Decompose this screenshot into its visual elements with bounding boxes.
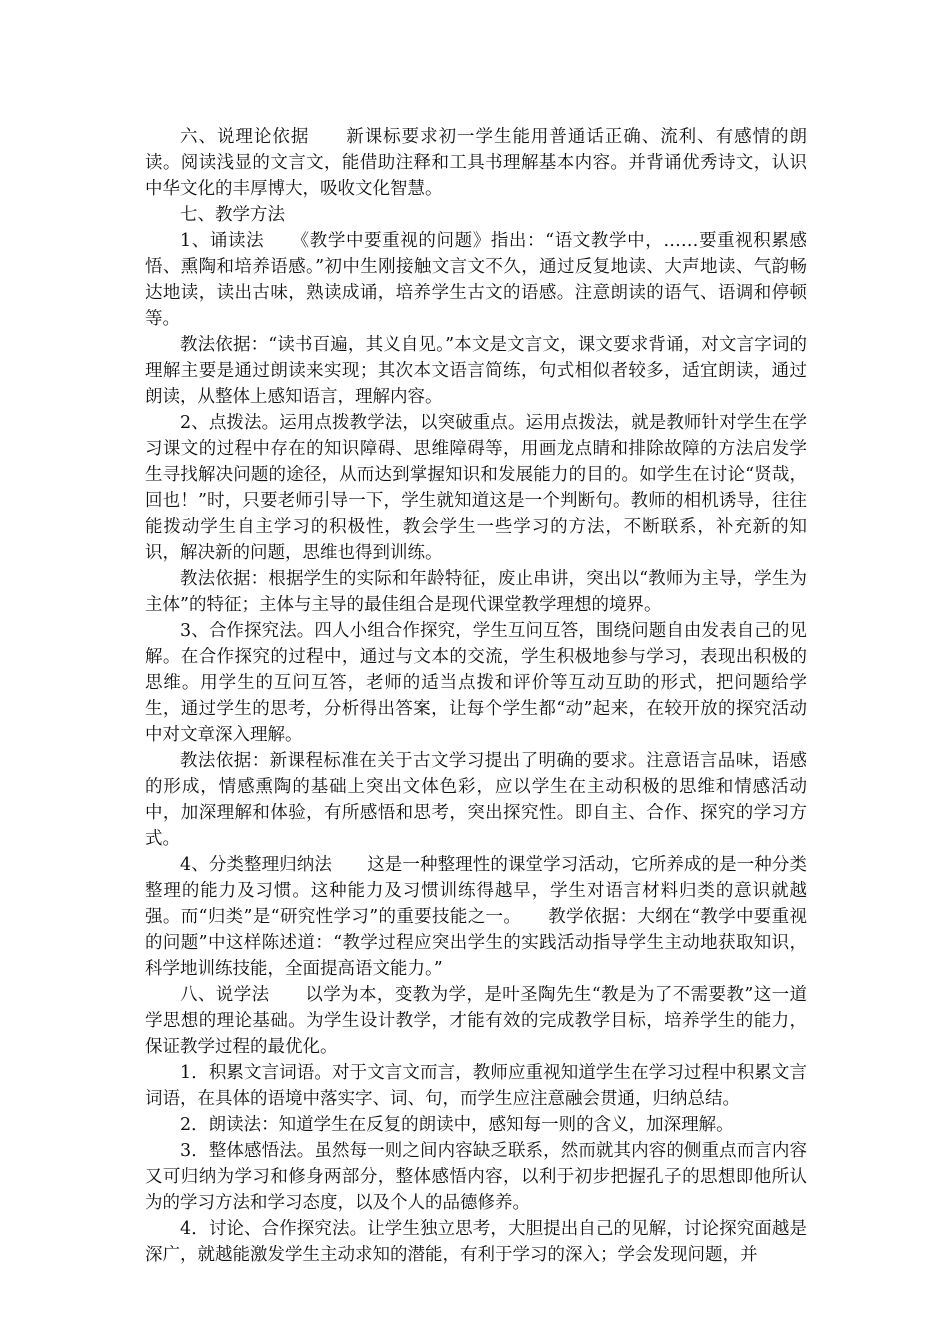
paragraph-guidance-basis: 教法依据：根据学生的实际和年龄特征，废止串讲，突出以“教师为主导，学生为主体”的特征；主体与主导的最佳组合是现代课堂教学理想的境界。 — [145, 569, 807, 615]
heading-teaching-methods: 七、教学方法 — [180, 205, 285, 225]
paragraph-learning-item-3: 3．整体感悟法。虽然每一则之间内容缺乏联系，然而就其内容的侧重点而言内容又可归纳为学习和修身两部分，整体感悟内容，以利于初步把握孔子的思想即他所认为的学习方法和学习态度，以及个人的品德修养。 — [145, 1141, 807, 1213]
paragraph-cooperative-basis: 教法依据：新课程标准在关于古文学习提出了明确的要求。注意语言品味，语感的形成，情感熏陶的基础上突出文体色彩，应以学生在主动积极的思维和情感活动中，加深理解和体验，有所感悟和思考，突出探究性。即自主、合作、探究的学习方式。 — [145, 751, 807, 849]
paragraph-guidance-method: 2、点拨法。运用点拨教学法，以突破重点。运用点拨法，就是教师针对学生在学习课文的过程中存在的知识障碍、思维障碍等，用画龙点睛和排除故障的方法启发学生寻找解决问题的途径，从而达到掌握知识和发展能力的目的。如学生在讨论“贤哉，回也！”时，只要老师引导一下，学生就知道这是一个判断句。教师的相机诱导，往往能拨动学生自主学习的积极性，教会学生一些学习的方法，不断联系，补充新的知识，解决新的问题，思维也得到训练。 — [145, 413, 807, 563]
paragraph-learning-item-1: 1．积累文言词语。对于文言文而言，教师应重视知道学生在学习过程中积累文言词语，在具体的语境中落实字、词、句，而学生应注意融会贯通，归纳总结。 — [145, 1063, 807, 1109]
paragraph-classification-method: 4、分类整理归纳法 这是一种整理性的课堂学习活动，它所养成的是一种分类整理的能力及习惯。这种能力及习惯训练得越早，学生对语言材料归类的意识就越强。而“归类”是“研究性学习”的重要技能之一。 教学依据：大纲在“教学中要重视的问题”中这样陈述道：“教学过程应突出学生的实践活动指导学生主动地获取知识，科学地训练技能，全面提高语文能力。” — [145, 855, 807, 979]
document-page — [145, 124, 807, 1268]
paragraph-recitation-basis: 教法依据：“读书百遍，其义自见。”本文是文言文，课文要求背诵，对文言字词的理解主要是通过朗读来实现；其次本文语言简练，句式相似者较多，适宜朗读，通过朗读，从整体上感知语言，理解内容。 — [145, 335, 807, 407]
paragraph-learning-item-4: 4．讨论、合作探究法。让学生独立思考，大胆提出自己的见解，讨论探究面越是深广，就越能激发学生主动求知的潜能，有利于学习的深入；学会发现问题，并 — [145, 1219, 807, 1265]
paragraph-learning-item-2: 2．朗读法：知道学生在反复的朗读中，感知每一则的含义，加深理解。 — [180, 1115, 734, 1135]
paragraph-theory-basis: 六、说理论依据 新课标要求初一学生能用普通话正确、流利、有感情的朗读。阅读浅显的文言文，能借助注释和工具书理解基本内容。并背诵优秀诗文，认识中华文化的丰厚博大，吸收文化智慧。 — [145, 127, 807, 199]
paragraph-learning-methods: 八、说学法 以学为本，变教为学，是叶圣陶先生“教是为了不需要教”这一道学思想的理论基础。为学生设计教学，才能有效的完成教学目标，培养学生的能力，保证教学过程的最优化。 — [145, 985, 807, 1057]
paragraph-recitation-method: 1、诵读法 《教学中要重视的问题》指出：“语文教学中，……要重视积累感悟、熏陶和培养语感。”初中生刚接触文言文不久，通过反复地读、大声地读、气韵畅达地读，读出古味，熟读成诵，培养学生古文的语感。注意朗读的语气、语调和停顿等。 — [145, 231, 807, 329]
paragraph-cooperative-method: 3、合作探究法。四人小组合作探究，学生互问互答，围绕问题自由发表自己的见解。在合作探究的过程中，通过与文本的交流，学生积极地参与学习，表现出积极的思维。用学生的互问互答，老师的适当点拨和评价等互动互助的形式，把问题给学生，通过学生的思考，分析得出答案，让每个学生都“动”起来，在较开放的探究活动中对文章深入理解。 — [145, 621, 807, 745]
